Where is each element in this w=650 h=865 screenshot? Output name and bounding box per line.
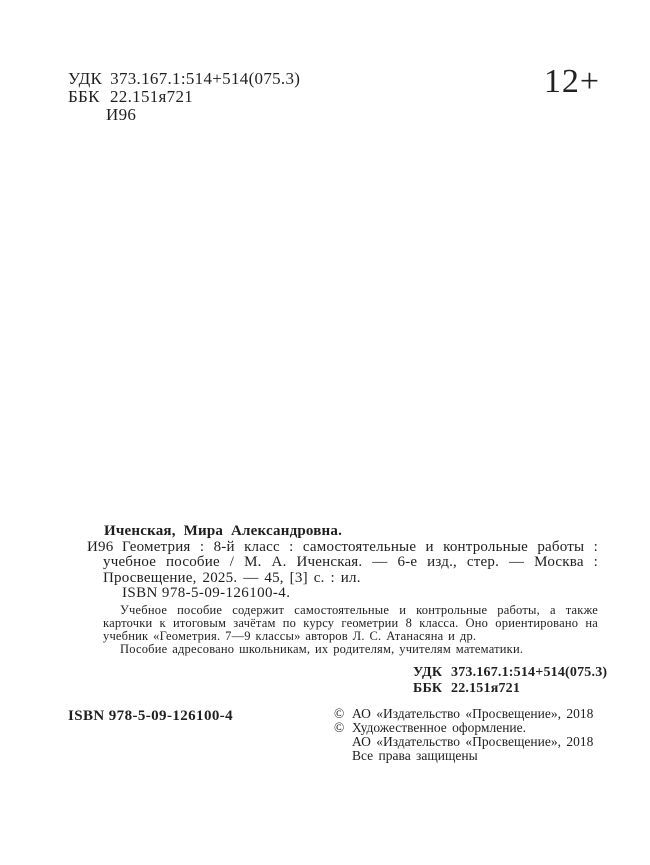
bibliographic-description: Геометрия : 8-й класс : самостоятельные и контрольные работы : учебное пособие / М. А. Иченская. — 6-е изд., стер. — Москва : Просвещение, 2025. — 45, [3] с. : ил. xyxy=(103,538,598,586)
copyright-line xyxy=(334,721,593,735)
copyright-text: Художественное оформление. xyxy=(352,719,527,735)
footer-isbn: ISBN 978-5-09-126100-4 xyxy=(68,708,234,724)
annotation-paragraph-2: Пособие адресовано школьникам, их родителям, учителям математики. xyxy=(120,641,524,656)
copyright-symbol-empty xyxy=(334,749,352,763)
bbk-label-bold: ББК xyxy=(413,680,443,696)
udk-label: УДК xyxy=(68,69,103,88)
copyright-line xyxy=(334,735,593,749)
author-sign: И96 xyxy=(106,105,137,124)
copyright-text: Все права защищены xyxy=(352,747,478,763)
udk-label-bold: УДК xyxy=(413,665,443,680)
bibliographic-entry xyxy=(87,538,598,587)
copyright-text: АО «Издательство «Просвещение», 2018 xyxy=(352,706,594,721)
bottom-classification-block xyxy=(413,665,607,696)
isbn-line: ISBN 978-5-09-126100-4. xyxy=(122,585,291,601)
udk-value: 373.167.1:514+514(075.3) xyxy=(110,69,301,88)
age-rating-badge: 12+ xyxy=(543,63,600,100)
bbk-value: 22.151я721 xyxy=(110,87,194,106)
copyright-symbol: © xyxy=(334,706,345,721)
copyright-symbol-empty xyxy=(334,735,352,749)
bbk-label: ББК xyxy=(68,87,100,106)
catalog-card xyxy=(68,524,598,656)
bbk-line-bold xyxy=(413,681,607,697)
top-classification-block xyxy=(68,70,300,124)
copyright-text: АО «Издательство «Просвещение», 2018 xyxy=(352,733,594,749)
copyright-block xyxy=(334,707,593,763)
copyright-symbol: © xyxy=(334,719,345,735)
udk-value-bold: 373.167.1:514+514(075.3) xyxy=(451,665,608,680)
udk-line-bold xyxy=(413,665,607,681)
annotation-paragraph-1: Учебное пособие содержит самостоятельные и контрольные работы, а также карточки к итоговым зачётам по курсу геометрии 8 класса. Оно ориентировано на учебник «Геометрия. 7—9 классы» авторов Л. С. Атанасяна и др. xyxy=(103,602,598,643)
copyright-line xyxy=(334,707,593,721)
entry-author-sign: И96 xyxy=(87,538,114,555)
udk-line xyxy=(68,70,300,88)
author-heading: Иченская, Мира Александровна. xyxy=(104,523,343,539)
copyright-line xyxy=(334,749,593,763)
bbk-line xyxy=(68,88,300,106)
bbk-value-bold: 22.151я721 xyxy=(451,680,521,696)
